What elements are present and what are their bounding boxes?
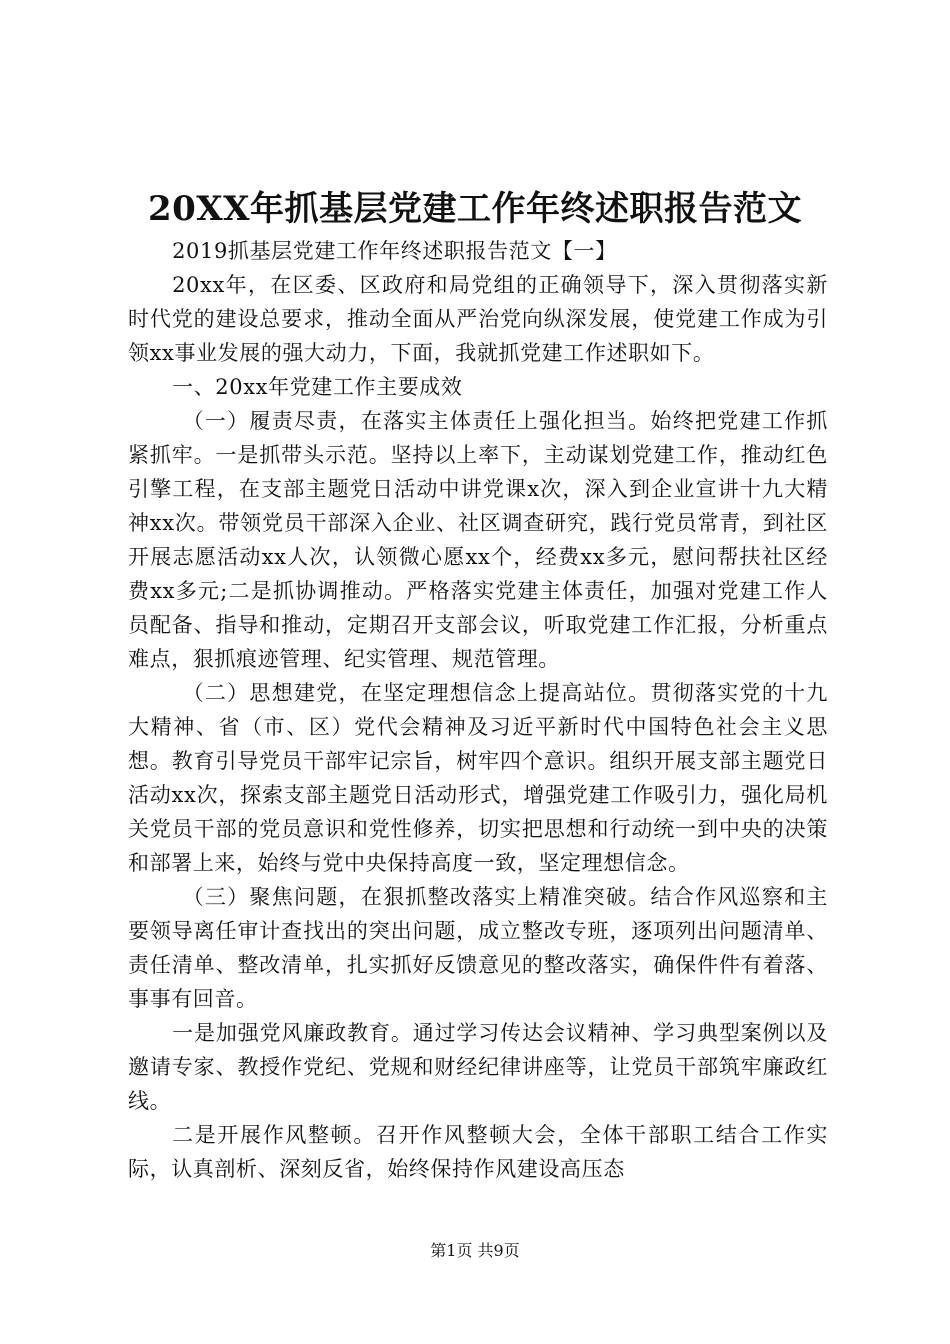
paragraph-point-1: 一是加强党风廉政教育。通过学习传达会议精神、学习典型案例以及邀请专家、教授作党纪、党规和财经纪律讲座等，让党员干部筑牢廉政红线。 (128, 1021, 828, 1113)
page-footer: 第1页 共9页 (430, 1241, 520, 1260)
paragraph-point-2: 二是开展作风整顿。召开作风整顿大会，全体干部职工结合工作实际，认真剖析、深刻反省，始终保持作风建设高压态 (128, 1123, 828, 1181)
paragraph-item-3: （三）聚焦问题，在狠抓整改落实上精准突破。结合作风巡察和主要领导离任审计查找出的突出问题，成立整改专班，逐项列出问题清单、责任清单、整改清单，扎实抓好反馈意见的整改落实，确保件件有着落、事事有回音。 (128, 885, 828, 1011)
document-body (128, 234, 828, 1186)
section-heading-achievements: 一、20xx年党建工作主要成效 (172, 375, 463, 399)
paragraph-item-2: （二）思想建党，在坚定理想信念上提高站位。贯彻落实党的十九大精神、省（市、区）党代会精神及习近平新时代中国特色社会主义思想。教育引导党员干部牢记宗旨，树牢四个意识。组织开展支部主题党日活动xx次，探索支部主题党日活动形式，增强党建工作吸引力，强化局机关党员干部的党员意识和党性修养，切实把思想和行动统一到中央的决策和部署上来，始终与党中央保持高度一致，坚定理想信念。 (128, 681, 828, 875)
paragraph-item-1: （一）履责尽责，在落实主体责任上强化担当。始终把党建工作抓紧抓牢。一是抓带头示范。坚持以上率下，主动谋划党建工作，推动红色引擎工程，在支部主题党日活动中讲党课x次，深入到企业宣讲十九大精神xx次。带领党员干部深入企业、社区调查研究，践行党员常青，到社区开展志愿活动xx人次，认领微心愿xx个，经费xx多元，慰问帮扶社区经费xx多元;二是抓协调推动。严格落实党建主体责任，加强对党建工作人员配备、指导和推动，定期召开支部会议，听取党建工作汇报，分析重点难点，狠抓痕迹管理、纪实管理、规范管理。 (128, 409, 828, 671)
document-title: 20XX年抓基层党建工作年终述职报告范文 (147, 189, 803, 229)
section-heading: 2019抓基层党建工作年终述职报告范文【一】 (172, 239, 617, 263)
paragraph-intro: 20xx年，在区委、区政府和局党组的正确领导下，深入贯彻落实新时代党的建设总要求，推动全面从严治党向纵深发展，使党建工作成为引领xx事业发展的强大动力，下面，我就抓党建工作述职如下。 (128, 273, 828, 365)
